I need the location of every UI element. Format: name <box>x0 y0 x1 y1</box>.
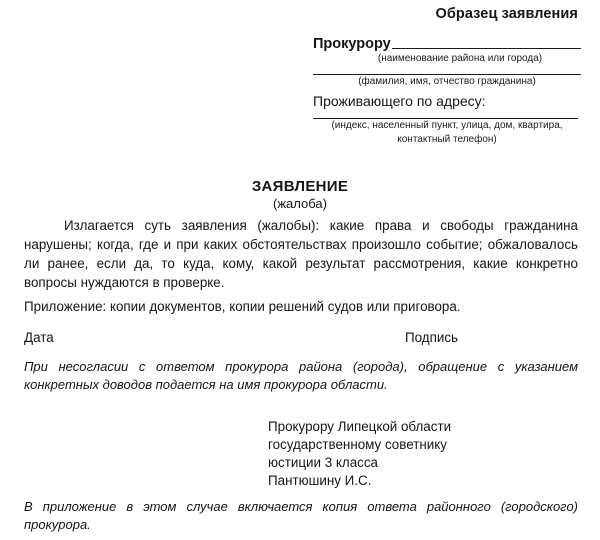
statement-heading: ЗАЯВЛЕНИЕ <box>251 178 349 195</box>
recipient-line-1: Прокурору Липецкой области <box>268 419 452 434</box>
signature-label: Подпись <box>405 330 458 345</box>
addressee-prosecutor-label: Прокурору <box>313 36 391 52</box>
date-label: Дата <box>24 330 54 345</box>
address-blank-line[interactable] <box>313 118 578 119</box>
recipient-line-2: государственному советнику <box>268 437 447 453</box>
main-body-paragraph: Излагается суть заявления (жалобы): какие права и свободы гражданина нарушены; когда, где и при каких обстоятельствах произошло событие; обжаловалось ли ранее, если да, то куда, кому, какой результат рассмотрения, какие конкретно вопросы нуждаются в проверке. <box>24 218 578 291</box>
note-attachment-paragraph: В приложение в этом случае включается копия ответа районного (городского) прокурора. <box>24 499 578 533</box>
caption-address-line-1: (индекс, населенный пункт, улица, дом, квартира, <box>331 120 563 132</box>
addressee-prosecutor-row <box>313 36 581 52</box>
attachment-line: Приложение: копии документов, копии решений судов или приговора. <box>24 299 461 314</box>
statement-subheading: (жалоба) <box>273 196 327 211</box>
caption-citizen-fullname: (фамилия, имя, отчество гражданина) <box>358 76 536 88</box>
living-address-label: Проживающего по адресу: <box>313 92 486 109</box>
note-disagreement-paragraph: При несогласии с ответом прокурора района (города), обращение с указанием конкретных доводов подается на имя прокурора области. <box>24 359 578 393</box>
caption-address-line-2: контактный телефон) <box>397 133 497 145</box>
caption-district-name: (наименование района или города) <box>377 53 543 65</box>
addressee-header-block <box>313 36 581 146</box>
recipient-line-3: юстиции 3 класса <box>268 455 378 471</box>
recipient-line-4: Пантюшину И.С. <box>268 473 372 489</box>
recipient-address-block <box>268 418 451 490</box>
date-signature-row <box>24 330 578 345</box>
addressee-district-blank-line[interactable] <box>392 48 581 49</box>
document-title: Образец заявления <box>435 6 578 22</box>
